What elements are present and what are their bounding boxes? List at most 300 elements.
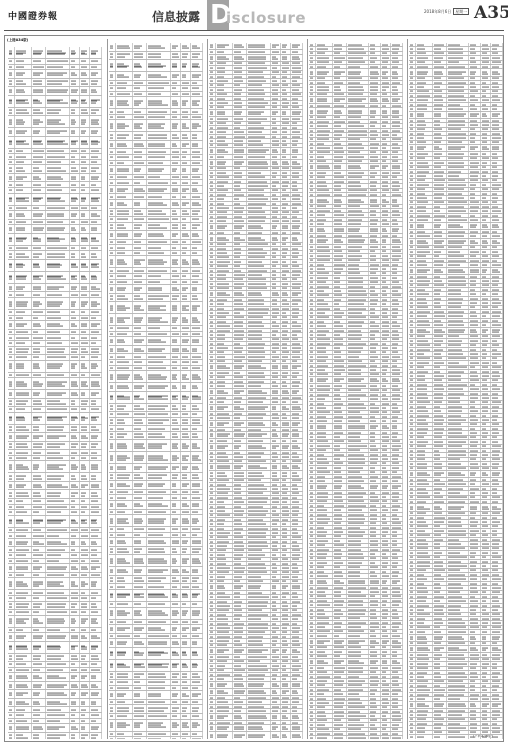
table-cell	[133, 527, 147, 532]
table-cell	[32, 116, 46, 127]
table-cell	[171, 274, 181, 279]
table-cell	[46, 128, 70, 136]
table-cell	[181, 700, 191, 705]
table-cell	[109, 426, 116, 431]
table-cell	[147, 510, 171, 515]
table-cell	[133, 584, 147, 589]
table-cell	[15, 108, 32, 116]
table-cell	[181, 294, 191, 302]
table-cell	[46, 116, 70, 127]
table-cell	[8, 616, 15, 627]
table-cell	[15, 59, 32, 64]
table-cell	[181, 620, 191, 625]
table-cell	[15, 390, 32, 398]
table-cell	[133, 515, 147, 526]
table-cell	[70, 713, 80, 718]
table-cell	[15, 633, 32, 641]
table-cell	[116, 547, 133, 555]
table-row	[8, 433, 102, 442]
table-cell	[70, 505, 80, 510]
table-cell	[133, 274, 147, 279]
table-cell	[80, 246, 90, 251]
table-cell	[116, 166, 133, 174]
table-cell	[181, 576, 191, 584]
table-cell	[147, 155, 171, 160]
table-cell	[109, 495, 116, 500]
table-cell	[90, 330, 102, 335]
table-cell	[133, 86, 147, 91]
table-cell	[90, 116, 102, 127]
table-cell	[32, 160, 46, 165]
table-cell	[171, 371, 181, 382]
table-cell	[133, 680, 147, 685]
table-cell	[171, 223, 181, 231]
table-cell	[181, 366, 191, 371]
table-cell	[181, 354, 191, 359]
table-cell	[80, 690, 90, 698]
table-cell	[8, 461, 15, 472]
table-cell	[109, 86, 116, 91]
table-cell	[46, 642, 70, 653]
table-cell	[116, 217, 133, 222]
table-cell	[191, 132, 203, 140]
table-cell	[70, 690, 80, 698]
table-cell	[90, 211, 102, 219]
table-column-1	[7, 39, 103, 739]
table-cell	[147, 186, 171, 194]
table-cell	[15, 553, 32, 558]
table-cell	[8, 174, 15, 182]
table-cell	[8, 713, 15, 718]
table-cell	[116, 383, 133, 391]
table-cell	[171, 314, 181, 325]
table-cell	[90, 482, 102, 490]
table-cell	[181, 285, 191, 293]
table-cell	[8, 490, 15, 498]
table-cell	[191, 608, 203, 619]
table-cell	[32, 149, 46, 154]
table-cell	[32, 128, 46, 136]
table-cell	[8, 719, 15, 724]
table-cell	[181, 86, 191, 91]
table-cell	[116, 714, 133, 719]
table-cell	[70, 128, 80, 136]
table-cell	[80, 251, 90, 259]
table-cell	[109, 186, 116, 194]
table-row	[8, 87, 102, 96]
table-cell	[109, 452, 116, 463]
table-cell	[133, 346, 147, 354]
table-cell	[133, 155, 147, 160]
table-cell	[181, 383, 191, 391]
table-cell	[191, 432, 203, 440]
table-cell	[147, 452, 171, 463]
issue-date	[424, 9, 469, 15]
table-cell	[191, 620, 203, 625]
table-cell	[181, 52, 191, 60]
table-cell	[181, 590, 191, 601]
table-cell	[133, 268, 147, 273]
table-cell	[90, 642, 102, 653]
table-cell	[171, 161, 181, 166]
table-cell	[32, 539, 46, 547]
table-cell	[133, 52, 147, 60]
table-cell	[147, 43, 171, 51]
table-cell	[32, 547, 46, 552]
table-cell	[8, 154, 15, 159]
table-cell	[80, 128, 90, 136]
table-cell	[80, 578, 90, 589]
table-cell	[70, 450, 80, 455]
table-cell	[15, 668, 32, 673]
table-cell	[32, 724, 46, 732]
table-cell	[116, 294, 133, 302]
table-cell	[191, 700, 203, 705]
table-cell	[90, 47, 102, 58]
table-row	[8, 116, 102, 128]
table-cell	[181, 155, 191, 160]
section-english-title: isclosure	[226, 9, 306, 27]
table-cell	[171, 501, 181, 509]
table-cell	[80, 79, 90, 87]
table-cell	[70, 251, 80, 259]
table-cell	[80, 633, 90, 641]
table-cell	[181, 92, 191, 97]
table-cell	[147, 440, 171, 451]
table-cell	[8, 310, 15, 315]
table-cell	[171, 590, 181, 601]
table-cell	[15, 79, 32, 87]
table-row	[109, 346, 203, 355]
table-cell	[8, 610, 15, 615]
table-cell	[109, 346, 116, 354]
table-cell	[15, 724, 32, 732]
table-row	[8, 47, 102, 59]
table-cell	[32, 719, 46, 724]
table-cell	[46, 539, 70, 547]
table-cell	[32, 516, 46, 527]
table-cell	[181, 625, 191, 633]
table-cell	[133, 392, 147, 403]
table-cell	[171, 217, 181, 222]
table-cell	[171, 426, 181, 431]
table-cell	[191, 97, 203, 108]
table-cell	[171, 648, 181, 659]
table-cell	[80, 662, 90, 667]
table-cell	[116, 584, 133, 589]
table-cell	[80, 87, 90, 95]
table-cell	[46, 547, 70, 552]
table-cell	[80, 733, 90, 739]
table-cell	[90, 188, 102, 193]
table-cell	[116, 332, 133, 337]
table-cell	[15, 128, 32, 136]
table-cell	[46, 310, 70, 315]
table-cell	[116, 634, 133, 639]
table-cell	[171, 412, 181, 417]
table-cell	[46, 182, 70, 187]
table-cell	[70, 174, 80, 182]
table-cell	[171, 280, 181, 285]
table-cell	[171, 141, 181, 149]
table-cell	[70, 316, 80, 321]
table-cell	[80, 361, 90, 372]
table-cell	[171, 180, 181, 185]
table-row	[8, 442, 102, 451]
table-cell	[15, 564, 32, 572]
table-cell	[133, 294, 147, 302]
table-cell	[15, 234, 32, 245]
table-cell	[8, 272, 15, 283]
table-cell	[147, 180, 171, 185]
table-cell	[32, 528, 46, 533]
table-cell	[116, 440, 133, 451]
table-cell	[70, 220, 80, 225]
table-cell	[171, 194, 181, 199]
table-cell	[181, 732, 191, 737]
table-cell	[32, 206, 46, 211]
table-cell	[191, 672, 203, 680]
table-cell	[15, 505, 32, 510]
table-cell	[147, 527, 171, 532]
table-cell	[46, 490, 70, 498]
table-cell	[8, 654, 15, 662]
table-cell	[80, 316, 90, 321]
table-cell	[46, 724, 70, 732]
section-title: 信息披露	[152, 8, 200, 25]
table-cell	[181, 691, 191, 699]
table-cell	[15, 654, 32, 662]
table-row	[109, 371, 203, 383]
table-cell	[116, 360, 133, 365]
table-row	[109, 314, 203, 326]
table-cell	[191, 251, 203, 256]
table-cell	[147, 418, 171, 426]
table-cell	[171, 251, 181, 256]
table-cell	[116, 515, 133, 526]
table-cell	[116, 648, 133, 659]
table-cell	[181, 256, 191, 267]
table-cell	[70, 553, 80, 558]
table-cell	[116, 200, 133, 208]
table-cell	[90, 473, 102, 481]
table-cell	[8, 707, 15, 712]
table-cell	[147, 346, 171, 354]
table-cell	[90, 699, 102, 707]
table-cell	[233, 50, 247, 53]
table-cell	[147, 120, 171, 131]
table-cell	[90, 59, 102, 64]
table-cell	[15, 719, 32, 724]
table-cell	[147, 700, 171, 705]
table-cell	[70, 673, 80, 681]
table-cell	[116, 52, 133, 60]
table-cell	[171, 527, 181, 532]
table-cell	[191, 527, 203, 532]
table-cell	[147, 533, 171, 538]
table-cell	[90, 573, 102, 578]
table-cell	[8, 662, 15, 667]
fine-print-table	[8, 47, 102, 739]
table-cell	[46, 578, 70, 589]
table-cell	[15, 682, 32, 690]
table-cell	[147, 337, 171, 345]
table-cell	[32, 79, 46, 87]
table-cell	[46, 246, 70, 251]
table-row	[109, 209, 203, 218]
table-cell	[116, 680, 133, 685]
table-row	[8, 699, 102, 708]
table-row	[109, 432, 203, 441]
table-cell	[80, 116, 90, 127]
table-cell	[90, 719, 102, 724]
table-cell	[80, 573, 90, 578]
table-cell	[8, 128, 15, 136]
table-cell	[109, 440, 116, 451]
table-cell	[8, 361, 15, 372]
table-cell	[181, 490, 191, 495]
table-row	[8, 347, 102, 356]
table-cell	[15, 116, 32, 127]
table-cell	[181, 332, 191, 337]
table-cell	[46, 188, 70, 193]
table-cell	[116, 274, 133, 279]
table-cell	[191, 705, 203, 713]
table-cell	[80, 220, 90, 225]
table-cell	[191, 86, 203, 91]
table-cell	[109, 326, 116, 331]
table-cell	[32, 87, 46, 95]
table-row	[8, 390, 102, 399]
table-cell	[32, 347, 46, 355]
table-cell	[32, 378, 46, 389]
table-cell	[15, 347, 32, 355]
table-cell	[80, 490, 90, 498]
table-cell	[133, 337, 147, 345]
table-cell	[233, 43, 247, 49]
table-cell	[147, 326, 171, 331]
table-cell	[70, 160, 80, 165]
table-cell	[171, 490, 181, 495]
table-cell	[15, 206, 32, 211]
table-cell	[46, 79, 70, 87]
table-cell	[70, 65, 80, 70]
table-cell	[191, 625, 203, 633]
disclosure-table-area	[4, 35, 504, 742]
table-cell	[15, 321, 32, 329]
table-cell	[8, 182, 15, 187]
table-cell	[171, 383, 181, 391]
table-cell	[32, 442, 46, 450]
table-row	[109, 576, 203, 585]
table-cell	[116, 602, 133, 607]
table-cell	[171, 440, 181, 451]
table-cell	[80, 724, 90, 732]
table-cell	[15, 137, 32, 148]
table-cell	[8, 407, 15, 412]
table-cell	[133, 576, 147, 584]
table-cell	[109, 625, 116, 633]
table-cell	[133, 620, 147, 625]
table-cell	[8, 690, 15, 698]
table-cell	[46, 65, 70, 70]
table-cell	[80, 707, 90, 712]
table-cell	[70, 425, 80, 433]
table-cell	[181, 515, 191, 526]
section-initial: D	[210, 1, 232, 29]
table-cell	[15, 699, 32, 707]
table-row	[109, 737, 203, 739]
table-cell	[147, 432, 171, 440]
table-cell	[133, 109, 147, 114]
table-row	[109, 132, 203, 141]
table-cell	[191, 639, 203, 647]
table-cell	[147, 256, 171, 267]
table-cell	[171, 720, 181, 731]
table-cell	[46, 433, 70, 441]
table-cell	[90, 413, 102, 424]
table-cell	[116, 481, 133, 489]
table-cell	[181, 245, 191, 250]
table-row	[8, 272, 102, 284]
table-cell	[46, 573, 70, 578]
table-cell	[133, 251, 147, 256]
table-cell	[133, 60, 147, 71]
table-cell	[116, 285, 133, 293]
table-cell	[109, 383, 116, 391]
table-cell	[8, 149, 15, 154]
table-row	[109, 625, 203, 634]
table-cell	[109, 81, 116, 86]
table-cell	[147, 60, 171, 71]
table-cell	[8, 137, 15, 148]
table-cell	[171, 660, 181, 671]
table-cell	[32, 211, 46, 219]
table-cell	[147, 268, 171, 273]
table-cell	[32, 559, 46, 564]
table-cell	[133, 660, 147, 671]
table-cell	[46, 284, 70, 292]
table-cell	[133, 737, 147, 739]
table-row	[8, 461, 102, 473]
table-cell	[109, 314, 116, 325]
table-cell	[181, 149, 191, 154]
table-row	[109, 302, 203, 314]
table-cell	[70, 578, 80, 589]
table-cell	[133, 648, 147, 659]
table-cell	[70, 456, 80, 461]
table-cell	[133, 490, 147, 495]
table-cell	[181, 268, 191, 273]
table-cell	[70, 188, 80, 193]
table-cell	[8, 573, 15, 578]
table-cell	[191, 141, 203, 149]
table-row	[8, 564, 102, 573]
table-cell	[90, 137, 102, 148]
table-cell	[109, 371, 116, 382]
table-cell	[181, 81, 191, 86]
table-cell	[70, 165, 80, 173]
table-cell	[90, 510, 102, 515]
table-row	[8, 724, 102, 733]
table-cell	[90, 347, 102, 355]
table-cell	[116, 538, 133, 546]
table-cell	[90, 610, 102, 615]
table-cell	[15, 211, 32, 219]
table-cell	[15, 165, 32, 173]
table-row	[109, 120, 203, 132]
table-row	[109, 223, 203, 232]
